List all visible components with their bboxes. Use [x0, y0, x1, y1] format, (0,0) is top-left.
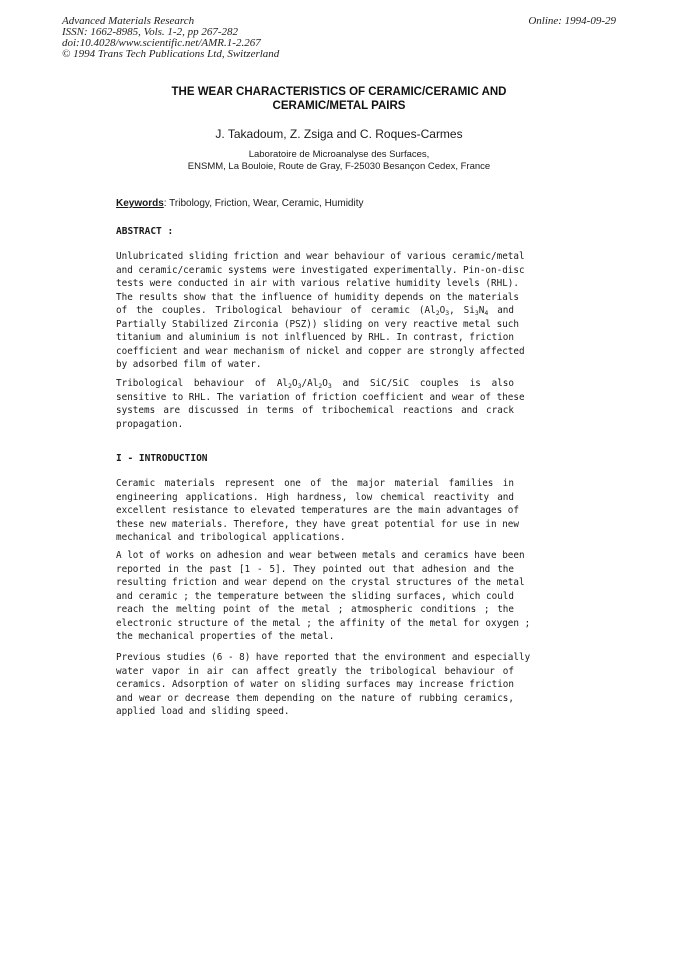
introduction-paragraph-2: [116, 549, 531, 644]
doi-line[interactable]: doi:10.4028/www.scientific.net/AMR.1-2.267: [62, 37, 261, 49]
authors: J. Takadoum, Z. Zsiga and C. Roques-Carmes: [215, 127, 463, 141]
keywords-list: : Tribology, Friction, Wear, Ceramic, Humidity: [163, 198, 364, 209]
issn-line: ISSN: 1662-8985, Vols. 1-2, pp 267-282: [62, 26, 238, 38]
title-line-2: CERAMIC/METAL PAIRS: [272, 100, 406, 112]
keywords: [116, 198, 363, 210]
text-line: electronic structure of the metal ; the affinity of the metal for oxygen ;: [116, 617, 531, 629]
introduction-heading: I - INTRODUCTION: [116, 453, 208, 464]
text-line: the mechanical properties of the metal.: [116, 631, 335, 642]
text-line: Unlubricated sliding friction and wear behaviour of various ceramic/metal: [116, 251, 525, 262]
text-line: reach the melting point of the metal ; atmospheric conditions ; the: [116, 604, 514, 615]
text-line: reported in the past [1 - 5]. They pointed out that adhesion and the: [116, 563, 514, 575]
text-line: Ceramic materials represent one of the major material families in: [116, 478, 514, 489]
text-line: Previous studies (6 - 8) have reported that the environment and especially: [116, 652, 531, 663]
affiliation: [62, 149, 616, 173]
text-line: A lot of works on adhesion and wear between metals and ceramics have been: [116, 550, 525, 561]
online-date: Online: 1994-09-29: [528, 15, 616, 27]
text-line: excellent resistance to elevated temperatures are the main advantages of: [116, 505, 519, 516]
copyright-line: © 1994 Trans Tech Publications Ltd, Switzerland: [62, 48, 280, 60]
text-line: The results show that the influence of humidity depends on the materials: [116, 291, 519, 303]
text-line: and wear or decrease them depending on the nature of rubbing ceramics,: [116, 692, 514, 704]
text-line: Tribological behaviour of $Al_2O_3/Al_2O_3$ and SiC/SiC couples is also: [116, 378, 514, 390]
text-line: tests were conducted in air with various relative humidity levels (RHL).: [116, 278, 519, 289]
title-line-1: THE WEAR CHARACTERISTICS OF CERAMIC/CERAMIC AND: [171, 86, 507, 98]
text-line: propagation.: [116, 418, 184, 430]
text-line: ceramics. Adsorption of water on sliding surfaces may increase friction: [116, 679, 514, 690]
text-line: systems are discussed in terms of tribochemical reactions and crack: [116, 405, 514, 416]
introduction-paragraph-1: [116, 477, 519, 545]
text-line: by adsorbed film of water.: [116, 359, 262, 370]
keywords-label: Keywords: [116, 198, 164, 209]
text-line: Partially Stabilized Zirconia (PSZ)) sliding on very reactive metal such: [116, 318, 519, 330]
text-line: and ceramic/ceramic systems were investigated experimentally. Pin-on-disc: [116, 264, 525, 276]
abstract-paragraph-2: [116, 377, 525, 431]
text-line: of the couples. Tribological behaviour of ceramic ($Al_2O_3$, $Si_3N_4$ and: [116, 305, 514, 317]
journal-name: Advanced Materials Research: [62, 15, 195, 27]
affiliation-line-1: Laboratoire de Microanalyse des Surfaces,: [248, 149, 430, 160]
text-line: engineering applications. High hardness, low chemical reactivity and: [116, 491, 514, 503]
text-line: titanium and aluminium is not inlfluenced by RHL. In contrast, friction: [116, 332, 514, 343]
text-line: water vapor in air can affect greatly the tribological behaviour of: [116, 665, 514, 677]
abstract-paragraph-1: [116, 250, 525, 372]
text-line: sensitive to RHL. The variation of friction coefficient and wear of these: [116, 391, 525, 403]
abstract-heading: ABSTRACT :: [116, 226, 174, 237]
text-line: applied load and sliding speed.: [116, 706, 290, 717]
affiliation-line-2: ENSMM, La Bouloie, Route de Gray, F-25030 Besançon Cedex, France: [187, 161, 491, 172]
introduction-paragraph-3: [116, 651, 531, 719]
paper-title: [62, 85, 616, 113]
text-line: mechanical and tribological applications.: [116, 532, 346, 543]
text-line: coefficient and wear mechanism of nickel and copper are strongly affected: [116, 345, 525, 357]
running-header: [62, 16, 279, 60]
text-line: resulting friction and wear depend on the crystal structures of the metal: [116, 577, 525, 588]
text-line: these new materials. Therefore, they have great potential for use in new: [116, 518, 519, 530]
text-line: and ceramic ; the temperature between the sliding surfaces, which could: [116, 590, 514, 602]
